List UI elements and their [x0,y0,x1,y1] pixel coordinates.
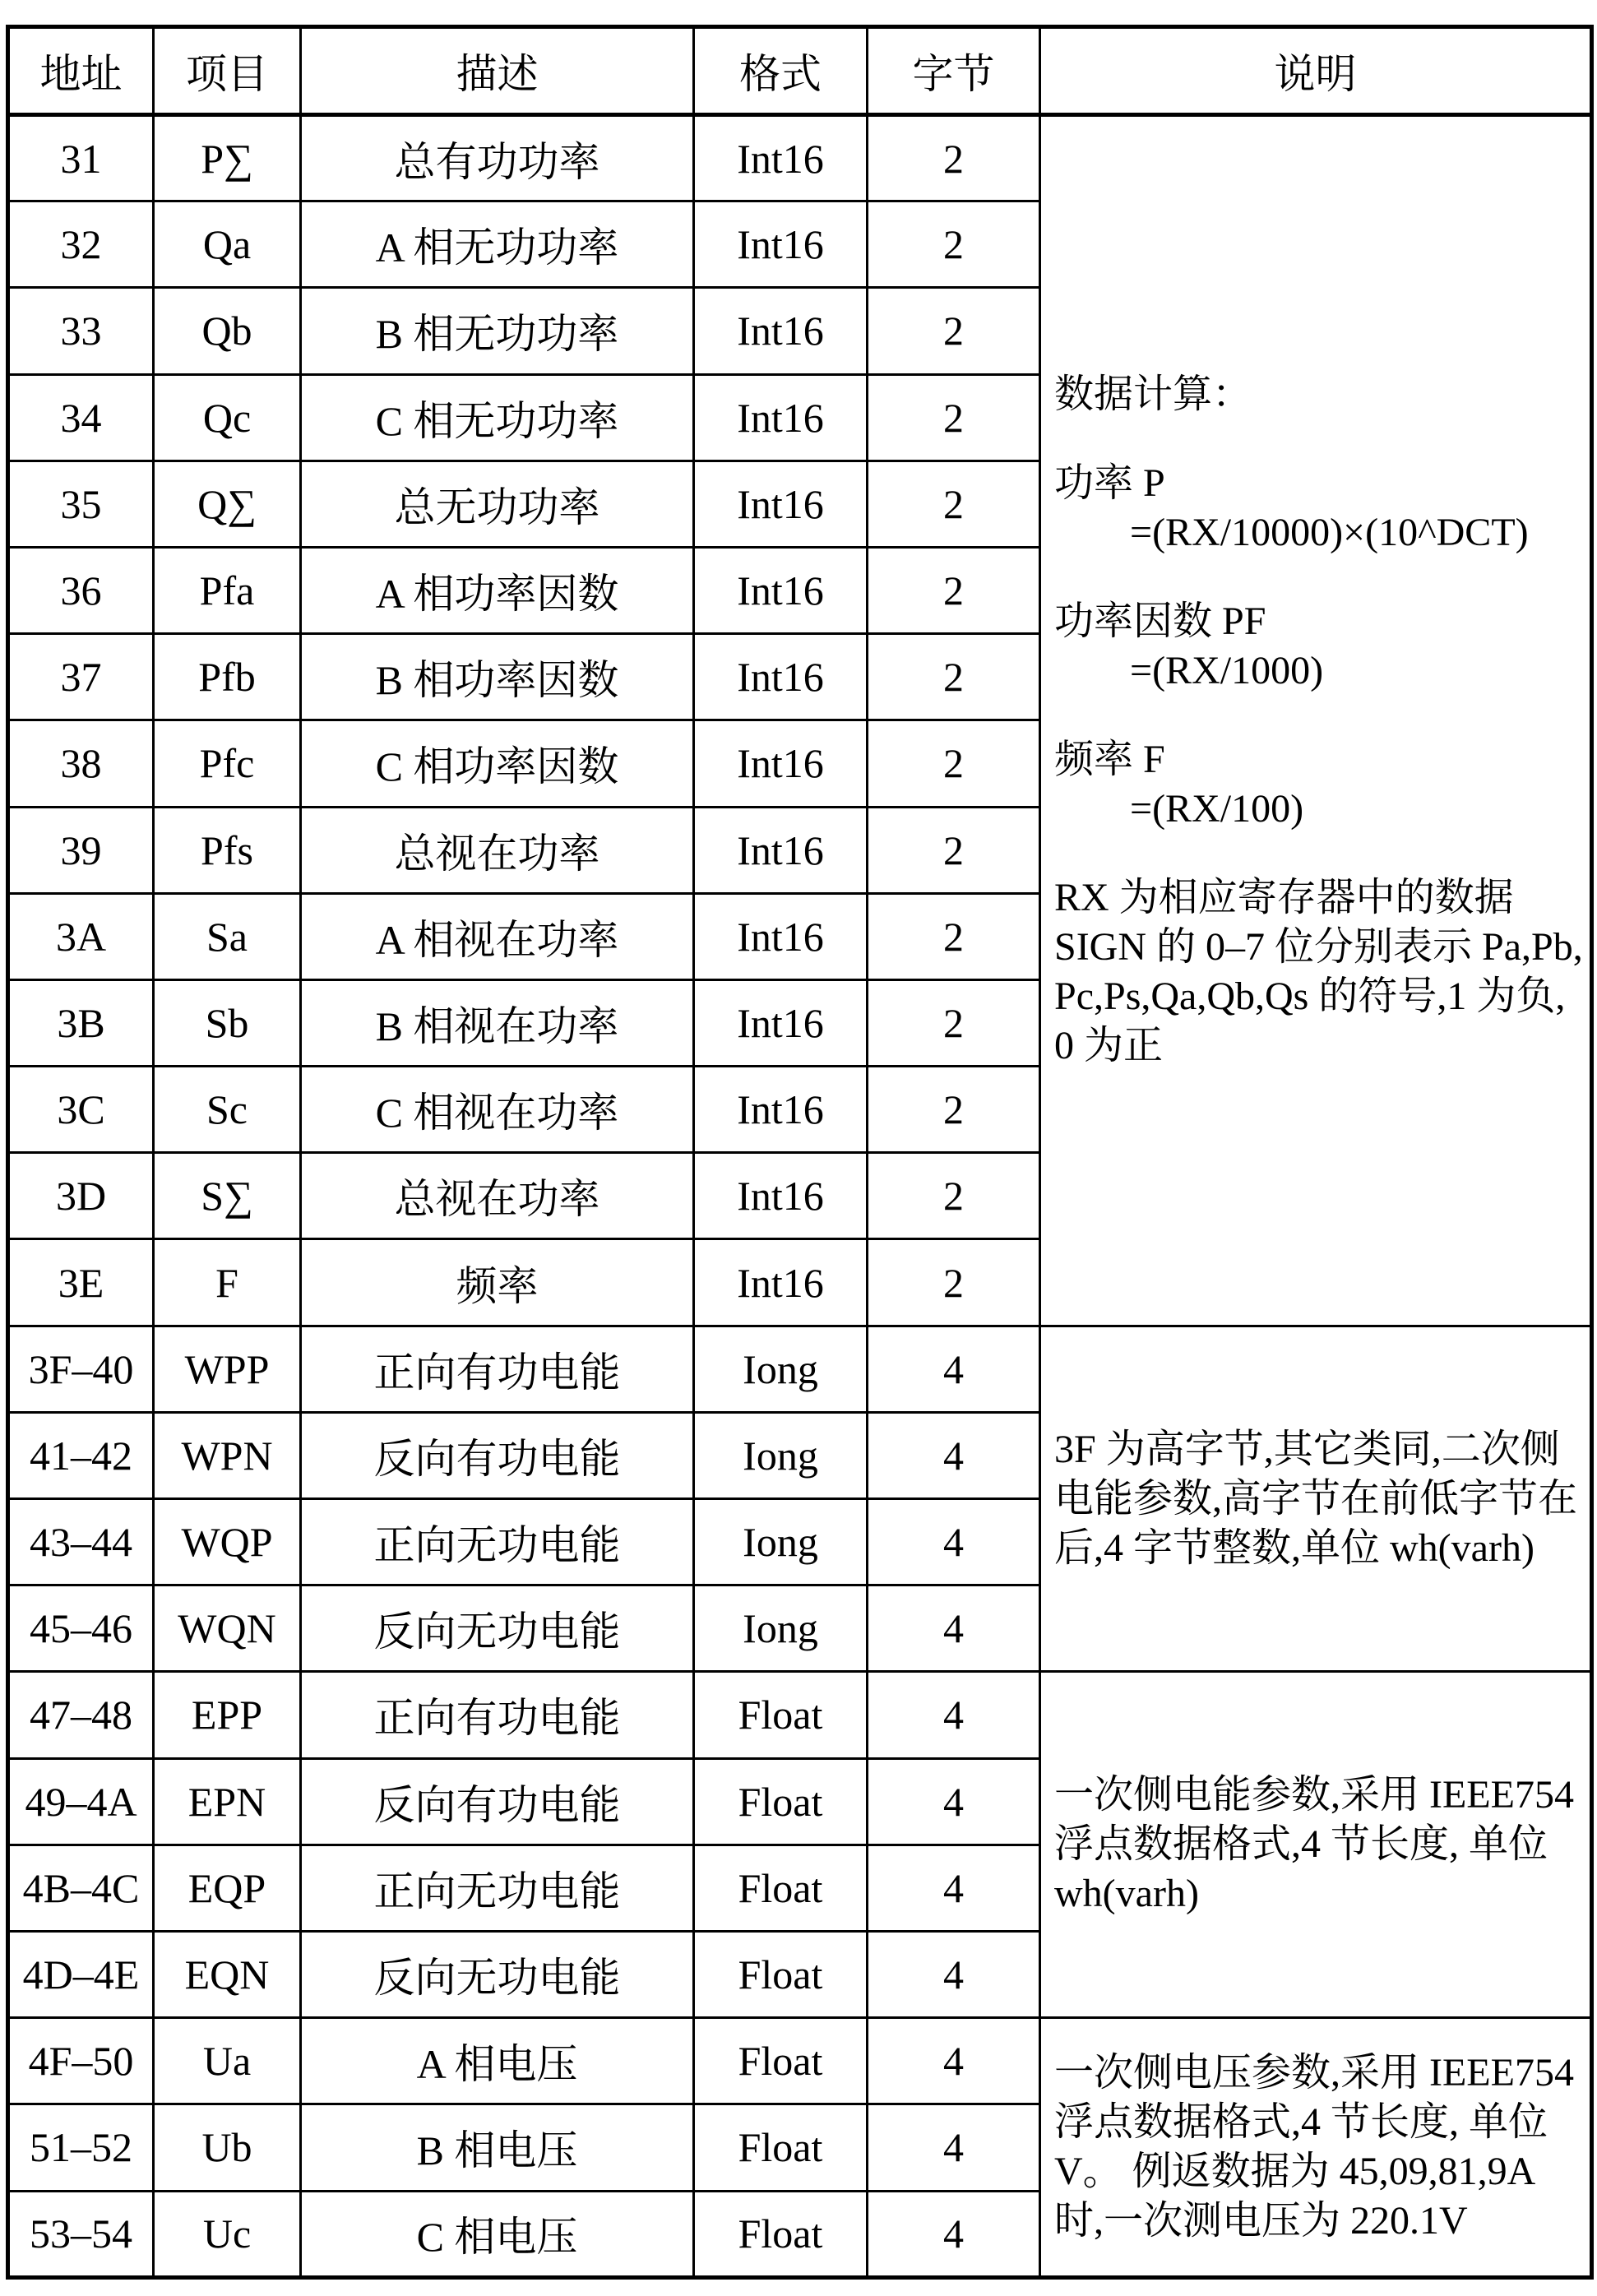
bytes-cell: 4 [868,1499,1040,1585]
note-line: 浮点数据格式,4 节长度, 单位 [1054,1822,1548,1867]
item-cell: Pfb [154,634,301,720]
note-line: 频率 F [1054,738,1165,782]
description-cell: C 相电压 [301,2191,694,2278]
address-cell: 49–4A [8,1758,154,1845]
note-cell [1040,115,1592,1326]
description-cell: 总视在功率 [301,807,694,893]
item-cell: Qb [154,288,301,374]
bytes-cell: 2 [868,807,1040,893]
table-row [8,1326,1592,1412]
description-cell: 正向无功电能 [301,1845,694,1931]
format-cell: Int16 [694,115,868,201]
address-cell: 38 [8,720,154,807]
format-cell: Float [694,1931,868,2017]
item-cell: Qa [154,201,301,288]
note-line: 浮点数据格式,4 节长度, 单位 [1054,2100,1548,2145]
note-line: wh(varh) [1054,1872,1199,1916]
description-cell: 频率 [301,1239,694,1326]
bytes-cell: 2 [868,979,1040,1066]
note-line: 3F 为高字节,其它类同,二次侧 [1054,1427,1560,1471]
format-cell: Int16 [694,1153,868,1239]
format-cell: Int16 [694,288,868,374]
note-line: =(RX/100) [1130,787,1304,831]
description-cell: A 相功率因数 [301,547,694,633]
address-cell: 4B–4C [8,1845,154,1931]
description-cell: 总有功功率 [301,115,694,201]
description-cell: 反向有功电能 [301,1412,694,1498]
item-cell: WQP [154,1499,301,1585]
table-row [8,1672,1592,1758]
format-cell: Int16 [694,1067,868,1153]
format-cell: Int16 [694,893,868,979]
bytes-cell: 4 [868,1845,1040,1931]
address-cell: 31 [8,115,154,201]
format-cell: Int16 [694,807,868,893]
item-cell: Pfc [154,720,301,807]
item-cell: Sb [154,979,301,1066]
description-cell: 反向有功电能 [301,1758,694,1845]
bytes-cell: 4 [868,1931,1040,2017]
note-line: RX 为相应寄存器中的数据 [1054,876,1514,920]
col-header-item: 项目 [154,27,301,115]
item-cell: EQP [154,1845,301,1931]
col-header-format: 格式 [694,27,868,115]
address-cell: 3A [8,893,154,979]
note-line: 功率 P [1054,461,1165,506]
bytes-cell: 2 [868,634,1040,720]
col-header-bytes: 字节 [868,27,1040,115]
bytes-cell: 2 [868,1067,1040,1153]
note-line: 后,4 字节整数,单位 wh(varh) [1054,1525,1535,1570]
note-line: Pc,Ps,Qa,Qb,Qs 的符号,1 为负, [1054,974,1566,1019]
item-cell: P∑ [154,115,301,201]
format-cell: Int16 [694,979,868,1066]
description-cell: 反向无功电能 [301,1931,694,2017]
item-cell: EPP [154,1672,301,1758]
bytes-cell: 2 [868,201,1040,288]
bytes-cell: 4 [868,2104,1040,2191]
description-cell: A 相无功功率 [301,201,694,288]
address-cell: 43–44 [8,1499,154,1585]
format-cell: Float [694,2104,868,2191]
format-cell: Iong [694,1412,868,1498]
description-cell: B 相无功功率 [301,288,694,374]
item-cell: Sa [154,893,301,979]
format-cell: Int16 [694,201,868,288]
address-cell: 3B [8,979,154,1066]
address-cell: 3C [8,1067,154,1153]
bytes-cell: 4 [868,2191,1040,2278]
address-cell: 39 [8,807,154,893]
address-cell: 32 [8,201,154,288]
note-cell [1040,1672,1592,2018]
format-cell: Int16 [694,374,868,461]
item-cell: Ub [154,2104,301,2191]
item-cell: EPN [154,1758,301,1845]
item-cell: S∑ [154,1153,301,1239]
bytes-cell: 4 [868,1585,1040,1672]
description-cell: B 相电压 [301,2104,694,2191]
note-line: 一次侧电压参数,采用 IEEE754 [1054,2051,1574,2095]
bytes-cell: 2 [868,1153,1040,1239]
bytes-cell: 2 [868,547,1040,633]
item-cell: WPN [154,1412,301,1498]
address-cell: 3D [8,1153,154,1239]
format-cell: Int16 [694,1239,868,1326]
item-cell: F [154,1239,301,1326]
format-cell: Iong [694,1499,868,1585]
address-cell: 45–46 [8,1585,154,1672]
note-line: 数据计算： [1054,373,1252,417]
note-line: =(RX/10000)×(10^DCT) [1130,511,1529,555]
note-line: =(RX/1000) [1130,649,1324,693]
table-row [8,115,1592,201]
address-cell: 4F–50 [8,2018,154,2104]
format-cell: Int16 [694,634,868,720]
note-line: 电能参数,高字节在前低字节在 [1054,1476,1578,1521]
note-line: 0 为正 [1054,1024,1164,1068]
bytes-cell: 2 [868,288,1040,374]
item-cell: WPP [154,1326,301,1412]
address-cell: 41–42 [8,1412,154,1498]
format-cell: Iong [694,1326,868,1412]
item-cell: Ua [154,2018,301,2104]
header-row [8,27,1592,115]
description-cell: 正向无功电能 [301,1499,694,1585]
format-cell: Float [694,1845,868,1931]
col-header-address: 地址 [8,27,154,115]
item-cell: Uc [154,2191,301,2278]
description-cell: 反向无功电能 [301,1585,694,1672]
item-cell: Pfs [154,807,301,893]
note-line: 功率因数 PF [1054,599,1266,644]
address-cell: 33 [8,288,154,374]
format-cell: Float [694,1672,868,1758]
format-cell: Float [694,2018,868,2104]
address-cell: 3F–40 [8,1326,154,1412]
item-cell: WQN [154,1585,301,1672]
address-cell: 53–54 [8,2191,154,2278]
format-cell: Float [694,1758,868,1845]
format-cell: Int16 [694,720,868,807]
item-cell: Q∑ [154,461,301,547]
address-cell: 35 [8,461,154,547]
note-cell [1040,1326,1592,1672]
description-cell: C 相视在功率 [301,1067,694,1153]
bytes-cell: 4 [868,1758,1040,1845]
bytes-cell: 4 [868,1412,1040,1498]
description-cell: B 相功率因数 [301,634,694,720]
bytes-cell: 2 [868,374,1040,461]
item-cell: Sc [154,1067,301,1153]
bytes-cell: 4 [868,2018,1040,2104]
address-cell: 47–48 [8,1672,154,1758]
description-cell: A 相电压 [301,2018,694,2104]
address-cell: 36 [8,547,154,633]
address-cell: 51–52 [8,2104,154,2191]
bytes-cell: 4 [868,1672,1040,1758]
bytes-cell: 2 [868,461,1040,547]
format-cell: Float [694,2191,868,2278]
bytes-cell: 2 [868,893,1040,979]
description-cell: C 相功率因数 [301,720,694,807]
note-line: 一次侧电能参数,采用 IEEE754 [1054,1773,1574,1817]
format-cell: Iong [694,1585,868,1672]
format-cell: Int16 [694,461,868,547]
description-cell: C 相无功功率 [301,374,694,461]
item-cell: EQN [154,1931,301,2017]
address-cell: 3E [8,1239,154,1326]
note-line: 时,一次测电压为 220.1V [1054,2199,1468,2243]
format-cell: Int16 [694,547,868,633]
item-cell: Qc [154,374,301,461]
description-cell: 正向有功电能 [301,1672,694,1758]
description-cell: 总视在功率 [301,1153,694,1239]
bytes-cell: 2 [868,720,1040,807]
address-cell: 4D–4E [8,1931,154,2017]
description-cell: 正向有功电能 [301,1326,694,1412]
description-cell: 总无功功率 [301,461,694,547]
description-cell: B 相视在功率 [301,979,694,1066]
bytes-cell: 2 [868,1239,1040,1326]
bytes-cell: 2 [868,115,1040,201]
col-header-desc: 描述 [301,27,694,115]
description-cell: A 相视在功率 [301,893,694,979]
note-line: V。 例返数据为 45,09,81,9A [1054,2150,1536,2194]
col-header-note: 说明 [1040,27,1592,115]
register-map-table [6,25,1594,2280]
note-cell [1040,2018,1592,2278]
table-row [8,2018,1592,2104]
address-cell: 37 [8,634,154,720]
address-cell: 34 [8,374,154,461]
item-cell: Pfa [154,547,301,633]
note-line: SIGN 的 0–7 位分别表示 Pa,Pb, [1054,925,1583,970]
bytes-cell: 4 [868,1326,1040,1412]
